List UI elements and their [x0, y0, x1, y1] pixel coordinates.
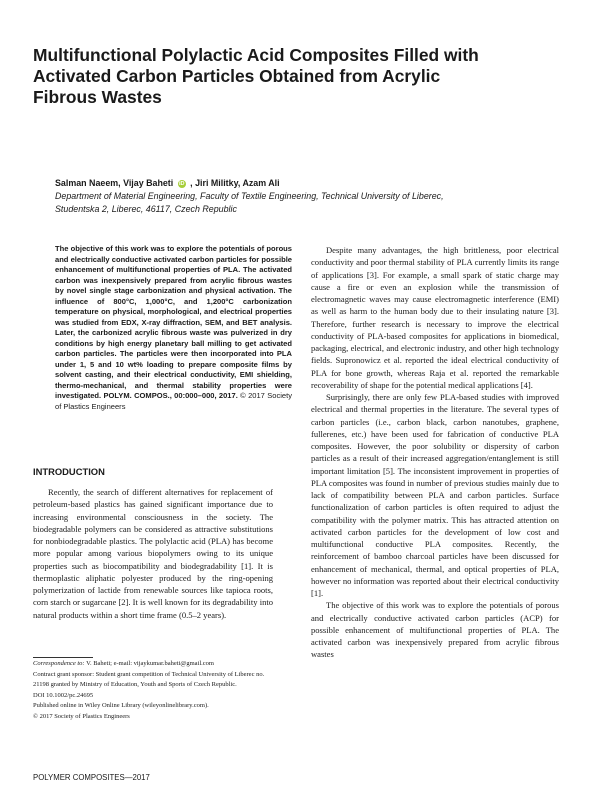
- copyright-note: © 2017 Society of Plastics Engineers: [33, 712, 130, 720]
- author-list: [55, 178, 575, 188]
- body-paragraph: Recently, the search of different alternatives for replacement of petroleum-based plastics has gained significant importance due to increasing environmental consciousness in the society. The biodegradable polymers can be considered as attractive substitutions for nonbiodegradable plastics. The polylactic acid (PLA) has become more popular among various biopolymers owing to its unique properties such as biocompatibility and biodegradability [1]. It is thermoplastic aliphatic polyester produced by the ring-opening polymerization of lactide from renewable sources like tapioca roots, corn starch or sugarcane [2]. It is well known for its degradability into natural products within a short time frame (0.5–2 years).: [33, 487, 273, 620]
- page-footer: POLYMER COMPOSITES—2017: [33, 773, 150, 782]
- authors-part-2: , Jiri Militky, Azam Ali: [190, 178, 280, 188]
- body-paragraph: Surprisingly, there are only few PLA-based studies with improved electrical and thermal properties in the literature. The several types of carbon particles (i.e., carbon black, carbon nanotubes, graphene, fullerenes, etc.) have been used for fabrication of conductive PLA composites. However, the poor solubility or dispersity of carbon particles as a result of their increased aggregation/entanglement is still important limitation [5]. The inconsistent improvement in properties of PLA composites was found in number of previous studies mainly due to lack of compatibility between PLA and carbon particles. Surface functionalization of carbon particles is often required to adjust the compatibility with the polymer matrix. This has attracted attention on activated carbon particles for the development of low cost and multifunctional conductive PLA composites. Recently, the reinforcement of bamboo charcoal particles have been discussed for enhancement of mechanical, thermal, and optical properties of PLA, however no information was reported about their electrical conductivity [1].: [311, 392, 559, 598]
- paper-title: [33, 45, 553, 108]
- footnotes: [33, 659, 278, 723]
- section-heading-introduction: INTRODUCTION: [33, 466, 105, 477]
- abstract: [55, 244, 292, 412]
- grant-note: Contract grant sponsor: Student grant competition of Technical University of Liberec no. 21198 granted by Ministry of Education, Youth and Sports of Czech Republic.: [33, 670, 265, 689]
- title-line: Fibrous Wastes: [33, 87, 162, 107]
- body-paragraph: Despite many advantages, the high brittleness, poor electrical conductivity and poor thermal stability of PLA currently limits its range of applications [3]. For example, a small spark of static charge may cause a fire or even an explosion while the transmission of electromagnetic waves may cause electromagnetic interference (EMI) as well as harm to the human body due to their insulating nature [3]. Therefore, further research is necessary to improve the electrical conductivity of PLA-based composites for applications in biomedical, packaging, electrical, and electronic industry, and other high technology fields. Supronowicz et al. reported the ideal electrical conductivity of PLA for bone growth, whereas Raja et al. reported the remarkable recoverability of shape for the potential medical applications [4].: [311, 245, 559, 390]
- right-column-body: [311, 244, 559, 661]
- affiliation-line: Department of Material Engineering, Faculty of Textile Engineering, Technical University of Liberec,: [55, 191, 444, 201]
- abstract-copyright: © 2017 Society of Plastics Engineers: [55, 391, 292, 411]
- title-line: Activated Carbon Particles Obtained from Acrylic: [33, 66, 441, 86]
- published-note: Published online in Wiley Online Library (wileyonlinelibrary.com).: [33, 702, 209, 710]
- footnote-divider: [33, 657, 93, 658]
- correspondence-text: V. Baheti; e-mail: vijaykumar.baheti@gmail.com: [86, 660, 214, 667]
- authors-part-1: Salman Naeem, Vijay Baheti: [55, 178, 174, 188]
- body-paragraph: The objective of this work was to explore the potentials of porous and electrically conductive activated carbon particles (ACP) for possible enhancement of multifunctional properties of PLA. The activated carbon was inexpensively prepared from acrylic fibrous wastes: [311, 600, 559, 660]
- correspondence-label: Correspondence to:: [33, 660, 85, 667]
- abstract-text: The objective of this work was to explore the potentials of porous and electrically conductive activated carbon particles for possible enhancement of multifunctional properties of PLA. The activated carbon was inexpensively prepared from acrylic fibrous wastes by novel single stage carbonization and physical activation. The influence of 800°C, 1,000°C, and 1,200°C carbonization temperature on physical, morphological, and electrical properties was studied from EDX, X-ray diffraction, SEM, and BET analysis. Later, the carbonized acrylic fibrous waste was pulverized in dry conditions by high energy planetary ball milling to get activated carbon particles. The particles were then incorporated into PLA under 1, 5 and 10 wt% loading to prepare composite films by solvent casting, and their electrical conductivity, EMI shielding, thermo-mechanical, and thermal stability properties were investigated. POLYM. COMPOS., 00:000–000, 2017.: [55, 244, 292, 400]
- affiliation: [55, 190, 570, 215]
- correspondence-note: [33, 659, 278, 670]
- left-column-body: [33, 486, 273, 621]
- title-line: Multifunctional Polylactic Acid Composites Filled with: [33, 45, 479, 65]
- orcid-icon[interactable]: iD: [178, 181, 185, 187]
- affiliation-line: Studentska 2, Liberec, 46117, Czech Republic: [55, 203, 237, 214]
- doi-note: DOI 10.1002/pc.24695: [33, 691, 94, 699]
